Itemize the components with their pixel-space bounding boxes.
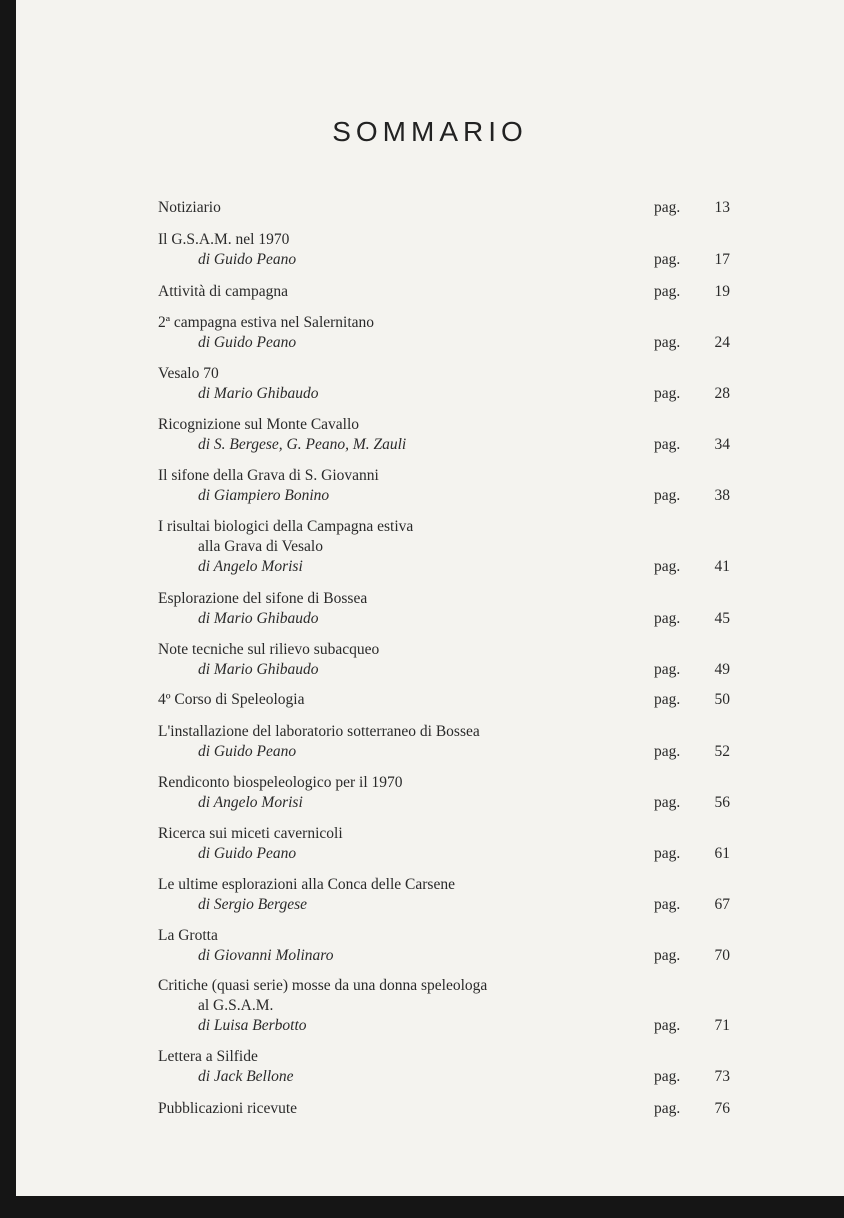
toc-entry-author: di Giampiero Bonino: [198, 487, 330, 504]
toc-entry-author: di Guido Peano: [198, 334, 297, 351]
toc-entry-title: Attività di campagna: [158, 283, 288, 300]
toc-entry-author: di Mario Ghibaudo: [198, 385, 319, 402]
page-label: pag.: [654, 436, 681, 453]
toc-page-ref: [654, 384, 730, 404]
toc-page-ref: [654, 198, 730, 218]
page-number: 67: [714, 896, 730, 913]
toc-entry: [158, 589, 738, 629]
toc-page-ref: [654, 486, 730, 506]
toc-entry-title: Notiziario: [158, 199, 221, 216]
toc-entry: [158, 466, 738, 506]
page-label: pag.: [654, 661, 681, 678]
page-number: 52: [714, 743, 730, 760]
page-label: pag.: [654, 283, 681, 300]
page-number: 73: [714, 1068, 730, 1085]
toc-entry: [158, 415, 738, 455]
toc-page-ref: [654, 660, 730, 680]
toc-page-ref: [654, 557, 730, 577]
toc-page-ref: [654, 844, 730, 864]
toc-page-ref: [654, 690, 730, 710]
toc-entry: [158, 722, 738, 762]
toc-entry-author: di Luisa Berbotto: [198, 1017, 307, 1034]
toc-entry-author: di Sergio Bergese: [198, 896, 308, 913]
toc-entry: [158, 976, 738, 1036]
page-label: pag.: [654, 1017, 681, 1034]
toc-entry-title: Il sifone della Grava di S. Giovanni: [158, 467, 379, 484]
page-label: pag.: [654, 845, 681, 862]
toc-entry-title: 2ª campagna estiva nel Salernitano: [158, 314, 375, 331]
toc-entry-author: di S. Bergese, G. Peano, M. Zauli: [198, 436, 407, 453]
toc-entry-author: di Angelo Morisi: [198, 794, 303, 811]
page-number: 38: [714, 487, 730, 504]
toc-entry: [158, 313, 738, 353]
page-label: pag.: [654, 334, 681, 351]
page-number: 17: [714, 251, 730, 268]
toc-entry-title: 4º Corso di Speleologia: [158, 691, 305, 708]
toc-entry-title-continued: al G.S.A.M.: [198, 997, 274, 1014]
page-number: 56: [714, 794, 730, 811]
page-label: pag.: [654, 947, 681, 964]
toc-page-ref: [654, 946, 730, 966]
toc-entry-author: di Mario Ghibaudo: [198, 610, 319, 627]
page-number: 28: [714, 385, 730, 402]
toc-page-ref: [654, 282, 730, 302]
document-page: [16, 0, 844, 1196]
page-number: 70: [714, 947, 730, 964]
toc-entry: [158, 230, 738, 270]
toc-entry-title: Rendiconto biospeleologico per il 1970: [158, 774, 403, 791]
page-number: 13: [714, 199, 730, 216]
toc-entry: [158, 824, 738, 864]
toc-entry-author: di Jack Bellone: [198, 1068, 294, 1085]
toc-entry-title-continued: alla Grava di Vesalo: [198, 538, 323, 555]
toc-entry-title: Vesalo 70: [158, 365, 219, 382]
page-title: SOMMARIO: [332, 116, 528, 147]
page-number: 45: [714, 610, 730, 627]
toc-entry-title: Note tecniche sul rilievo subacqueo: [158, 641, 380, 658]
toc-entry-title: Critiche (quasi serie) mosse da una donna speleologa: [158, 977, 488, 994]
toc-entry-title: I risultai biologici della Campagna estiva: [158, 518, 414, 535]
page-label: pag.: [654, 199, 681, 216]
toc-entry-title: La Grotta: [158, 927, 218, 944]
page-number: 71: [714, 1017, 730, 1034]
toc-entry: [158, 640, 738, 680]
page-label: pag.: [654, 251, 681, 268]
toc-entry-title: L'installazione del laboratorio sotterraneo di Bossea: [158, 723, 480, 740]
toc-page-ref: [654, 895, 730, 915]
toc-entry: [158, 198, 738, 218]
page-number: 61: [714, 845, 730, 862]
page-label: pag.: [654, 610, 681, 627]
toc-page-ref: [654, 435, 730, 455]
toc-entry: [158, 773, 738, 813]
page-number: 19: [714, 283, 730, 300]
page-number: 41: [714, 558, 730, 575]
toc-entry-title: Pubblicazioni ricevute: [158, 1100, 298, 1117]
toc-entry-title: Ricerca sui miceti cavernicoli: [158, 825, 343, 842]
toc-entry: [158, 926, 738, 966]
toc-page-ref: [654, 1016, 730, 1036]
page-label: pag.: [654, 558, 681, 575]
toc-entry-author: di Mario Ghibaudo: [198, 661, 319, 678]
toc-entry-author: di Guido Peano: [198, 845, 297, 862]
toc-entry-title: Il G.S.A.M. nel 1970: [158, 231, 290, 248]
toc-entry: [158, 364, 738, 404]
page-label: pag.: [654, 691, 681, 708]
page-number: 34: [714, 436, 730, 453]
page-number: 76: [714, 1100, 730, 1117]
page-number: 50: [714, 691, 730, 708]
toc-entry: [158, 282, 738, 302]
toc-entry: [158, 1047, 738, 1087]
toc-entry-title: Le ultime esplorazioni alla Conca delle Carsene: [158, 876, 455, 893]
toc-entry: [158, 690, 738, 710]
page-label: pag.: [654, 1100, 681, 1117]
toc-entry-author: di Angelo Morisi: [198, 558, 303, 575]
toc-page-ref: [654, 1099, 730, 1119]
toc-page-ref: [654, 1067, 730, 1087]
page-label: pag.: [654, 896, 681, 913]
page-label: pag.: [654, 794, 681, 811]
page-label: pag.: [654, 385, 681, 402]
toc-entry-title: Lettera a Silfide: [158, 1048, 258, 1065]
page-number: 49: [714, 661, 730, 678]
toc-page-ref: [654, 609, 730, 629]
toc-entry-author: di Guido Peano: [198, 251, 297, 268]
toc-entry-title: Ricognizione sul Monte Cavallo: [158, 416, 360, 433]
page-label: pag.: [654, 487, 681, 504]
toc-page-ref: [654, 793, 730, 813]
toc-entry-title: Esplorazione del sifone di Bossea: [158, 590, 368, 607]
toc-page-ref: [654, 250, 730, 270]
page-label: pag.: [654, 743, 681, 760]
toc-entry-author: di Giovanni Molinaro: [198, 947, 334, 964]
page-label: pag.: [654, 1068, 681, 1085]
toc-entry: [158, 1099, 738, 1119]
toc-entry-author: di Guido Peano: [198, 743, 297, 760]
toc-page-ref: [654, 742, 730, 762]
page-number: 24: [714, 334, 730, 351]
toc-page-ref: [654, 333, 730, 353]
toc-entry: [158, 875, 738, 915]
toc-entry: [158, 517, 738, 577]
